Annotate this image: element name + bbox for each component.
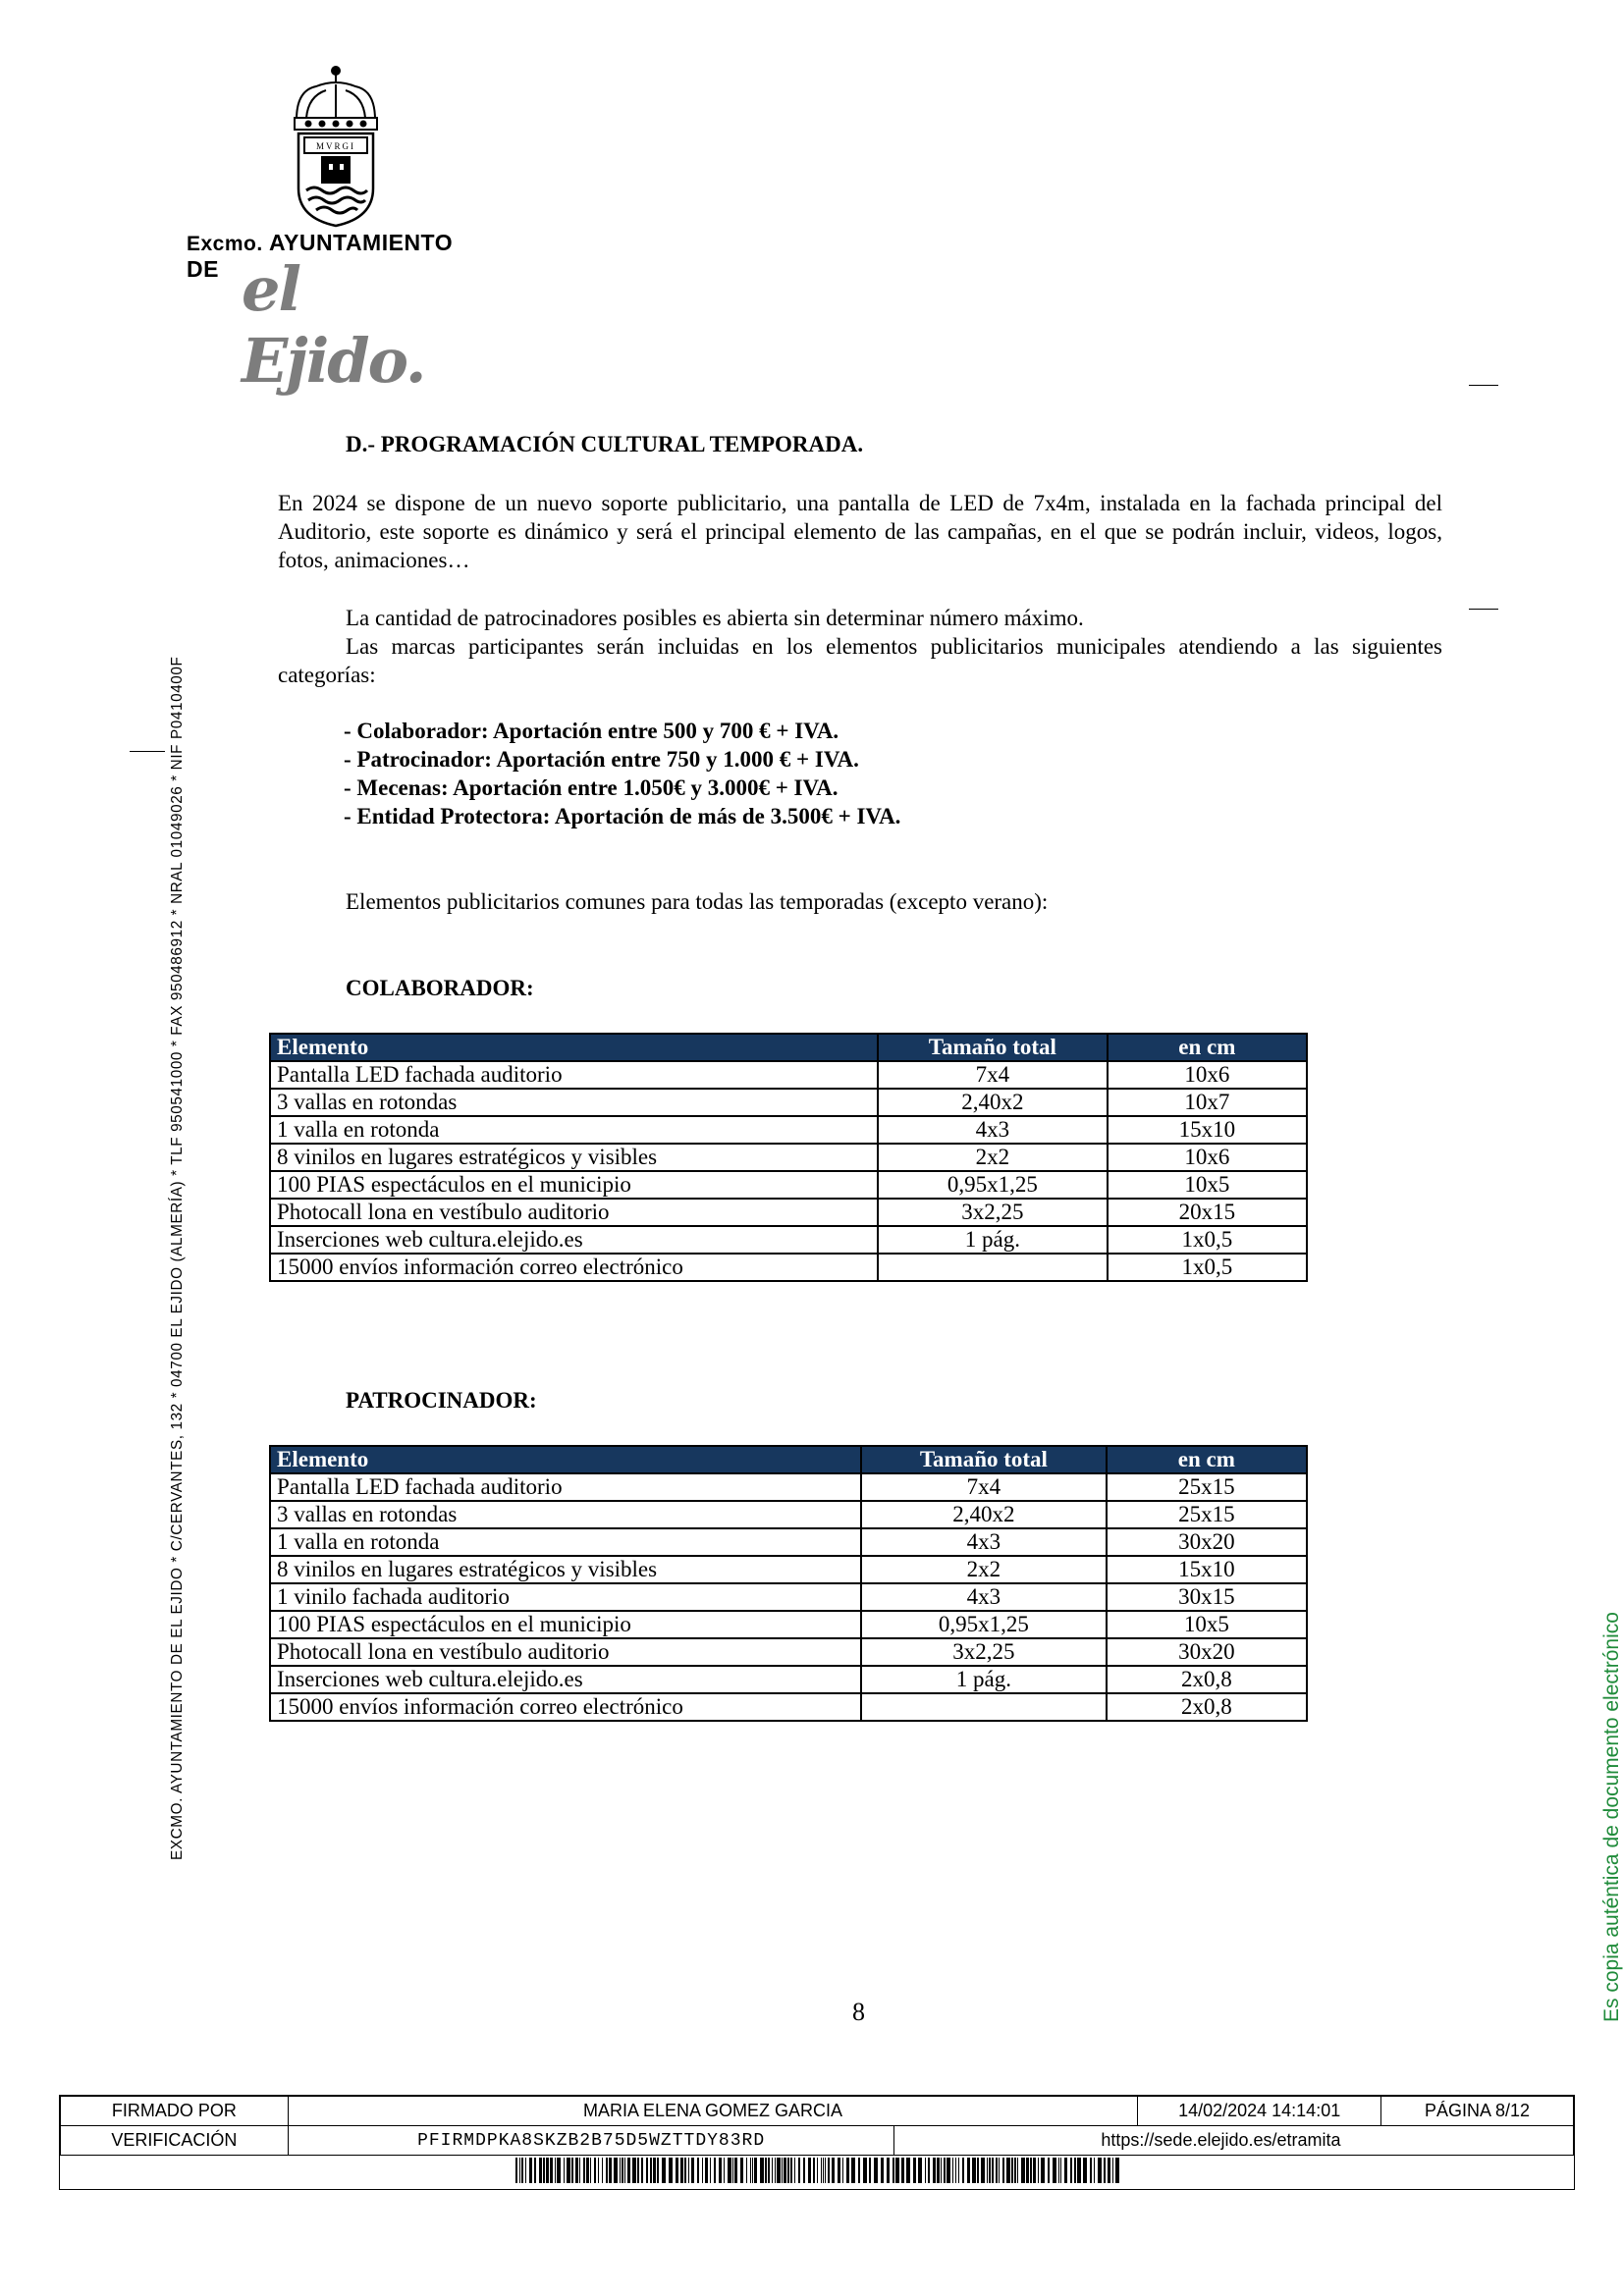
- cell: 4x3: [861, 1528, 1106, 1556]
- barcode-bar: [1014, 2158, 1016, 2183]
- cell: Inserciones web cultura.elejido.es: [270, 1666, 861, 1693]
- table-row: [270, 1254, 1307, 1281]
- table-row: [270, 1638, 1307, 1666]
- barcode-bar: [790, 2158, 792, 2183]
- table-row: [270, 1061, 1307, 1089]
- verification-label: VERIFICACIÓN: [61, 2126, 289, 2156]
- barcode-bar: [798, 2158, 800, 2183]
- cell: Inserciones web cultura.elejido.es: [270, 1226, 878, 1254]
- table-header-row: [270, 1034, 1307, 1061]
- column-header: Tamaño total: [878, 1034, 1108, 1061]
- barcode-bar: [977, 2158, 979, 2183]
- barcode-bar: [918, 2158, 922, 2183]
- barcode-bar: [851, 2158, 855, 2183]
- barcode-bar: [669, 2158, 673, 2183]
- table-row: [270, 1556, 1307, 1583]
- barcode-bar: [944, 2158, 946, 2183]
- barcode-bar: [955, 2158, 956, 2183]
- cell: Photocall lona en vestíbulo auditorio: [270, 1199, 878, 1226]
- table-row: [270, 1528, 1307, 1556]
- barcode-bar: [752, 2158, 753, 2183]
- cell: 2x0,8: [1107, 1693, 1307, 1721]
- cell: 10x5: [1107, 1611, 1307, 1638]
- barcode-icon: [515, 2158, 1119, 2183]
- barcode-bar: [571, 2158, 573, 2183]
- barcode-bar: [782, 2158, 783, 2183]
- cell: 1x0,5: [1108, 1226, 1307, 1254]
- cell: Photocall lona en vestíbulo auditorio: [270, 1638, 861, 1666]
- barcode-bar: [1077, 2158, 1081, 2183]
- barcode-bar: [1041, 2158, 1045, 2183]
- cell: 8 vinilos en lugares estratégicos y visibles: [270, 1144, 878, 1171]
- barcode-bar: [1094, 2158, 1095, 2183]
- margin-mark: [130, 751, 165, 752]
- cell: 0,95x1,25: [878, 1171, 1108, 1199]
- barcode-bar: [641, 2158, 643, 2183]
- barcode-bar: [754, 2158, 757, 2183]
- barcode-bar: [586, 2158, 589, 2183]
- table-row: [270, 1116, 1307, 1144]
- barcode-bar: [1108, 2158, 1110, 2183]
- barcode-bar: [838, 2158, 840, 2183]
- column-header: Tamaño total: [861, 1446, 1106, 1473]
- logo-ejido-text: el Ejido.: [242, 253, 425, 397]
- barcode-bar: [1011, 2158, 1013, 2183]
- barcode-bar: [546, 2158, 549, 2183]
- barcode-bar: [632, 2158, 636, 2183]
- barcode-bar: [1115, 2158, 1119, 2183]
- barcode-bar: [519, 2158, 520, 2183]
- signed-by-label: FIRMADO POR: [61, 2097, 289, 2126]
- city-council-logo: [187, 61, 481, 397]
- cell: 10x5: [1108, 1171, 1307, 1199]
- barcode-bar: [539, 2158, 542, 2183]
- barcode-bar: [881, 2158, 884, 2183]
- table-row: [270, 1693, 1307, 1721]
- barcode-bar: [567, 2158, 570, 2183]
- barcode-bar: [989, 2158, 991, 2183]
- barcode-bar: [1112, 2158, 1113, 2183]
- barcode-bar: [952, 2158, 953, 2183]
- page-number: 8: [852, 1998, 865, 2026]
- barcode-bar: [515, 2158, 517, 2183]
- barcode-bar: [813, 2158, 815, 2183]
- table-row: [270, 1171, 1307, 1199]
- cell: 15000 envíos información correo electrónico: [270, 1254, 878, 1281]
- margin-mark: [1469, 609, 1498, 610]
- cell: 100 PIAS espectáculos en el municipio: [270, 1171, 878, 1199]
- cell: 3x2,25: [878, 1199, 1108, 1226]
- barcode-bar: [787, 2158, 789, 2183]
- barcode-bar: [1053, 2158, 1056, 2183]
- cell: 2x2: [861, 1556, 1106, 1583]
- cell: 1 pág.: [878, 1226, 1108, 1254]
- cell: 2,40x2: [878, 1089, 1108, 1116]
- category-item: - Patrocinador: Aportación entre 750 y 1.000 € + IVA.: [344, 747, 859, 772]
- footer-row-signature: [61, 2097, 1574, 2126]
- barcode-bar: [1058, 2158, 1059, 2183]
- barcode-bar: [529, 2158, 532, 2183]
- barcode-bar: [609, 2158, 612, 2183]
- barcode-bar: [858, 2158, 860, 2183]
- cell: 30x20: [1107, 1528, 1307, 1556]
- barcode-bar: [874, 2158, 878, 2183]
- cell: 20x15: [1108, 1199, 1307, 1226]
- barcode-bar: [913, 2158, 916, 2183]
- barcode-bar: [555, 2158, 556, 2183]
- svg-text:MVRGI: MVRGI: [315, 141, 356, 151]
- signature-datetime: 14/02/2024 14:14:01: [1138, 2097, 1381, 2126]
- paragraph-categories: Las marcas participantes serán incluidas en los elementos publicitarios municipales atendiendo a las siguientes categorías:: [278, 634, 1442, 687]
- cell: 30x20: [1107, 1638, 1307, 1666]
- category-item: - Colaborador: Aportación entre 500 y 700 € + IVA.: [344, 719, 839, 743]
- barcode-bar: [662, 2158, 666, 2183]
- barcode-bar: [650, 2158, 652, 2183]
- cell: 3 vallas en rotondas: [270, 1089, 878, 1116]
- barcode-bar: [1083, 2158, 1087, 2183]
- barcode-bar: [1017, 2158, 1018, 2183]
- verification-url[interactable]: [894, 2126, 1574, 2156]
- cell: 8 vinilos en lugares estratégicos y visibles: [270, 1556, 861, 1583]
- barcode-bar: [941, 2158, 942, 2183]
- cell: 10x7: [1108, 1089, 1307, 1116]
- cell: 1 pág.: [861, 1666, 1106, 1693]
- margin-mark: [1469, 385, 1498, 386]
- column-header: Elemento: [270, 1446, 861, 1473]
- barcode-bar: [688, 2158, 689, 2183]
- barcode-bar: [594, 2158, 596, 2183]
- barcode-bar: [893, 2158, 894, 2183]
- barcode-bar: [680, 2158, 683, 2183]
- paragraph-led-screen: En 2024 se dispone de un nuevo soporte publicitario, una pantalla de LED de 7x4m, instalada en la fachada principal del Auditorio, este soporte es dinámico y será el principal elemento de las campañas, en el que se podrán incluir, videos, logos, fotos, animaciones…: [278, 491, 1442, 572]
- paragraph-sponsors: La cantidad de patrocinadores posibles es abierta sin determinar número máximo.: [346, 606, 1084, 630]
- cell: 10x6: [1108, 1144, 1307, 1171]
- barcode-bar: [624, 2158, 625, 2183]
- authentic-copy-text: Es copia auténtica de documento electrónico: [1600, 1612, 1623, 2022]
- barcode-bar: [543, 2158, 545, 2183]
- barcode-bar: [590, 2158, 591, 2183]
- colaborador-table: [269, 1033, 1308, 1282]
- barcode-bar: [958, 2158, 959, 2183]
- barcode-bar: [869, 2158, 871, 2183]
- barcode-bar: [579, 2158, 580, 2183]
- barcode-bar: [732, 2158, 733, 2183]
- barcode-bar: [710, 2158, 711, 2183]
- cell: 3 vallas en rotondas: [270, 1501, 861, 1528]
- barcode-bar: [702, 2158, 703, 2183]
- barcode-bar: [653, 2158, 656, 2183]
- column-header: en cm: [1108, 1034, 1307, 1061]
- logo-excmo-text: Excmo. AYUNTAMIENTO DE: [187, 230, 454, 282]
- signer-name: MARIA ELENA GOMEZ GARCIA: [288, 2097, 1137, 2126]
- footer-row-verification: [61, 2126, 1574, 2156]
- cell: 1 vinilo fachada auditorio: [270, 1583, 861, 1611]
- barcode-bar: [1098, 2158, 1102, 2183]
- barcode-bar: [937, 2158, 940, 2183]
- barcode-bar: [987, 2158, 988, 2183]
- barcode-bar: [992, 2158, 994, 2183]
- barcode-bar: [901, 2158, 904, 2183]
- barcode-bar: [691, 2158, 694, 2183]
- coat-of-arms-icon: [187, 61, 383, 228]
- barcode-bar: [724, 2158, 725, 2183]
- barcode-bar: [784, 2158, 786, 2183]
- barcode-bar: [583, 2158, 585, 2183]
- barcode-bar: [1074, 2158, 1076, 2183]
- cell: [861, 1693, 1106, 1721]
- cell: 3x2,25: [861, 1638, 1106, 1666]
- barcode-bar: [534, 2158, 536, 2183]
- barcode-bar: [765, 2158, 767, 2183]
- barcode-bar: [823, 2158, 824, 2183]
- barcode-bar: [1070, 2158, 1072, 2183]
- barcode-bar: [564, 2158, 565, 2183]
- barcode-bar: [1104, 2158, 1106, 2183]
- table-row: [270, 1611, 1307, 1638]
- barcode-bar: [1033, 2158, 1036, 2183]
- table-row: [270, 1666, 1307, 1693]
- cell: 30x15: [1107, 1583, 1307, 1611]
- cell: 25x15: [1107, 1473, 1307, 1501]
- barcode-bar: [972, 2158, 976, 2183]
- patrocinador-table: [269, 1445, 1308, 1722]
- barcode-bar: [1048, 2158, 1050, 2183]
- category-item: - Mecenas: Aportación entre 1.050€ y 3.000€ + IVA.: [344, 775, 839, 800]
- barcode-bar: [772, 2158, 773, 2183]
- barcode-bar: [863, 2158, 867, 2183]
- barcode-bar: [646, 2158, 648, 2183]
- barcode-bar: [760, 2158, 764, 2183]
- cell: 2,40x2: [861, 1501, 1106, 1528]
- cell: [878, 1254, 1108, 1281]
- barcode-bar: [803, 2158, 805, 2183]
- barcode-bar: [1026, 2158, 1029, 2183]
- barcode-bar: [1030, 2158, 1032, 2183]
- table-row: [270, 1199, 1307, 1226]
- barcode-bar: [1006, 2158, 1010, 2183]
- cell: 1 valla en rotonda: [270, 1116, 878, 1144]
- barcode-bar: [750, 2158, 751, 2183]
- barcode-bar: [925, 2158, 926, 2183]
- barcode-bar: [684, 2158, 686, 2183]
- barcode-bar: [981, 2158, 985, 2183]
- barcode-bar: [828, 2158, 830, 2183]
- cell: 10x6: [1108, 1061, 1307, 1089]
- barcode-bar: [606, 2158, 608, 2183]
- cell: 7x4: [861, 1473, 1106, 1501]
- barcode-bar: [933, 2158, 936, 2183]
- cell: 4x3: [878, 1116, 1108, 1144]
- cell: 2x2: [878, 1144, 1108, 1171]
- barcode-bar: [887, 2158, 890, 2183]
- barcode-bar: [705, 2158, 708, 2183]
- barcode-bar: [602, 2158, 603, 2183]
- barcode-bar: [794, 2158, 795, 2183]
- barcode-bar: [734, 2158, 737, 2183]
- barcode-bar: [842, 2158, 843, 2183]
- barcode-bar: [719, 2158, 722, 2183]
- barcode-bar: [714, 2158, 716, 2183]
- barcode-bar: [1060, 2158, 1061, 2183]
- category-list: [344, 717, 900, 830]
- barcode-bar: [808, 2158, 811, 2183]
- barcode-bar: [768, 2158, 770, 2183]
- barcode-bar: [825, 2158, 826, 2183]
- barcode-bar: [697, 2158, 699, 2183]
- verification-code: PFIRMDPKA8SKZB2B75D5WZTTDY83RD: [288, 2126, 894, 2156]
- barcode-bar: [746, 2158, 747, 2183]
- barcode-bar: [521, 2158, 523, 2183]
- table-row: [270, 1473, 1307, 1501]
- side-address-text: EXCMO. AYUNTAMIENTO DE EL EJIDO * C/CERVANTES, 132 * 04700 EL EJIDO (ALMERÍA) * TLF 950541000 * FAX 950486912 * NRAL 01049026 * NIF P0410400F: [169, 656, 186, 1860]
- barcode-bar: [622, 2158, 623, 2183]
- cell: 15000 envíos información correo electrónico: [270, 1693, 861, 1721]
- barcode-bar: [728, 2158, 731, 2183]
- colaborador-title: COLABORADOR:: [346, 976, 534, 1000]
- barcode-bar: [657, 2158, 659, 2183]
- barcode-bar: [999, 2158, 1000, 2183]
- cell: 0,95x1,25: [861, 1611, 1106, 1638]
- table-row: [270, 1089, 1307, 1116]
- column-header: en cm: [1107, 1446, 1307, 1473]
- category-item: - Entidad Protectora: Aportación de más de 3.500€ + IVA.: [344, 804, 901, 828]
- table-row: [270, 1226, 1307, 1254]
- patrocinador-title: PATROCINADOR:: [346, 1388, 537, 1413]
- cell: 15x10: [1108, 1116, 1307, 1144]
- url-text[interactable]: https://sede.elejido.es/etramita: [1101, 2130, 1341, 2150]
- section-title: D.- PROGRAMACIÓN CULTURAL TEMPORADA.: [346, 432, 864, 456]
- barcode-bar: [962, 2158, 964, 2183]
- cell: 100 PIAS espectáculos en el municipio: [270, 1611, 861, 1638]
- cell: 25x15: [1107, 1501, 1307, 1528]
- table-header-row: [270, 1446, 1307, 1473]
- cell: 1 valla en rotonda: [270, 1528, 861, 1556]
- barcode-bar: [598, 2158, 599, 2183]
- cell: 4x3: [861, 1583, 1106, 1611]
- barcode-bar: [1090, 2158, 1092, 2183]
- barcode-bar: [620, 2158, 621, 2183]
- barcode-bar: [676, 2158, 678, 2183]
- barcode-bar: [1021, 2158, 1025, 2183]
- column-header: Elemento: [270, 1034, 878, 1061]
- barcode-bar: [575, 2158, 578, 2183]
- barcode-bar: [846, 2158, 849, 2183]
- cell: Pantalla LED fachada auditorio: [270, 1473, 861, 1501]
- table-row: [270, 1144, 1307, 1171]
- barcode-bar: [557, 2158, 561, 2183]
- page-count: PÁGINA 8/12: [1381, 2097, 1574, 2126]
- barcode-bar: [928, 2158, 930, 2183]
- barcode-bar: [1038, 2158, 1039, 2183]
- barcode-bar: [996, 2158, 998, 2183]
- barcode-bar: [740, 2158, 743, 2183]
- cell: 7x4: [878, 1061, 1108, 1089]
- barcode-bar: [1064, 2158, 1067, 2183]
- barcode-bar: [817, 2158, 818, 2183]
- barcode-bar: [832, 2158, 835, 2183]
- barcode-bar: [614, 2158, 618, 2183]
- barcode-bar: [637, 2158, 639, 2183]
- barcode-bar: [906, 2158, 910, 2183]
- table-row: [270, 1501, 1307, 1528]
- barcode-bar: [947, 2158, 950, 2183]
- barcode-bar: [525, 2158, 526, 2183]
- barcode-bar: [777, 2158, 781, 2183]
- barcode-bar: [821, 2158, 822, 2183]
- barcode-bar: [1002, 2158, 1004, 2183]
- cell: 15x10: [1107, 1556, 1307, 1583]
- barcode-bar: [627, 2158, 630, 2183]
- barcode-bar: [967, 2158, 970, 2183]
- barcode-bar: [895, 2158, 899, 2183]
- cell: 1x0,5: [1108, 1254, 1307, 1281]
- cell: 2x0,8: [1107, 1666, 1307, 1693]
- common-elements-text: Elementos publicitarios comunes para todas las temporadas (excepto verano):: [346, 889, 1049, 914]
- barcode-bar: [550, 2158, 553, 2183]
- cell: Pantalla LED fachada auditorio: [270, 1061, 878, 1089]
- table-row: [270, 1583, 1307, 1611]
- barcode-bar: [775, 2158, 776, 2183]
